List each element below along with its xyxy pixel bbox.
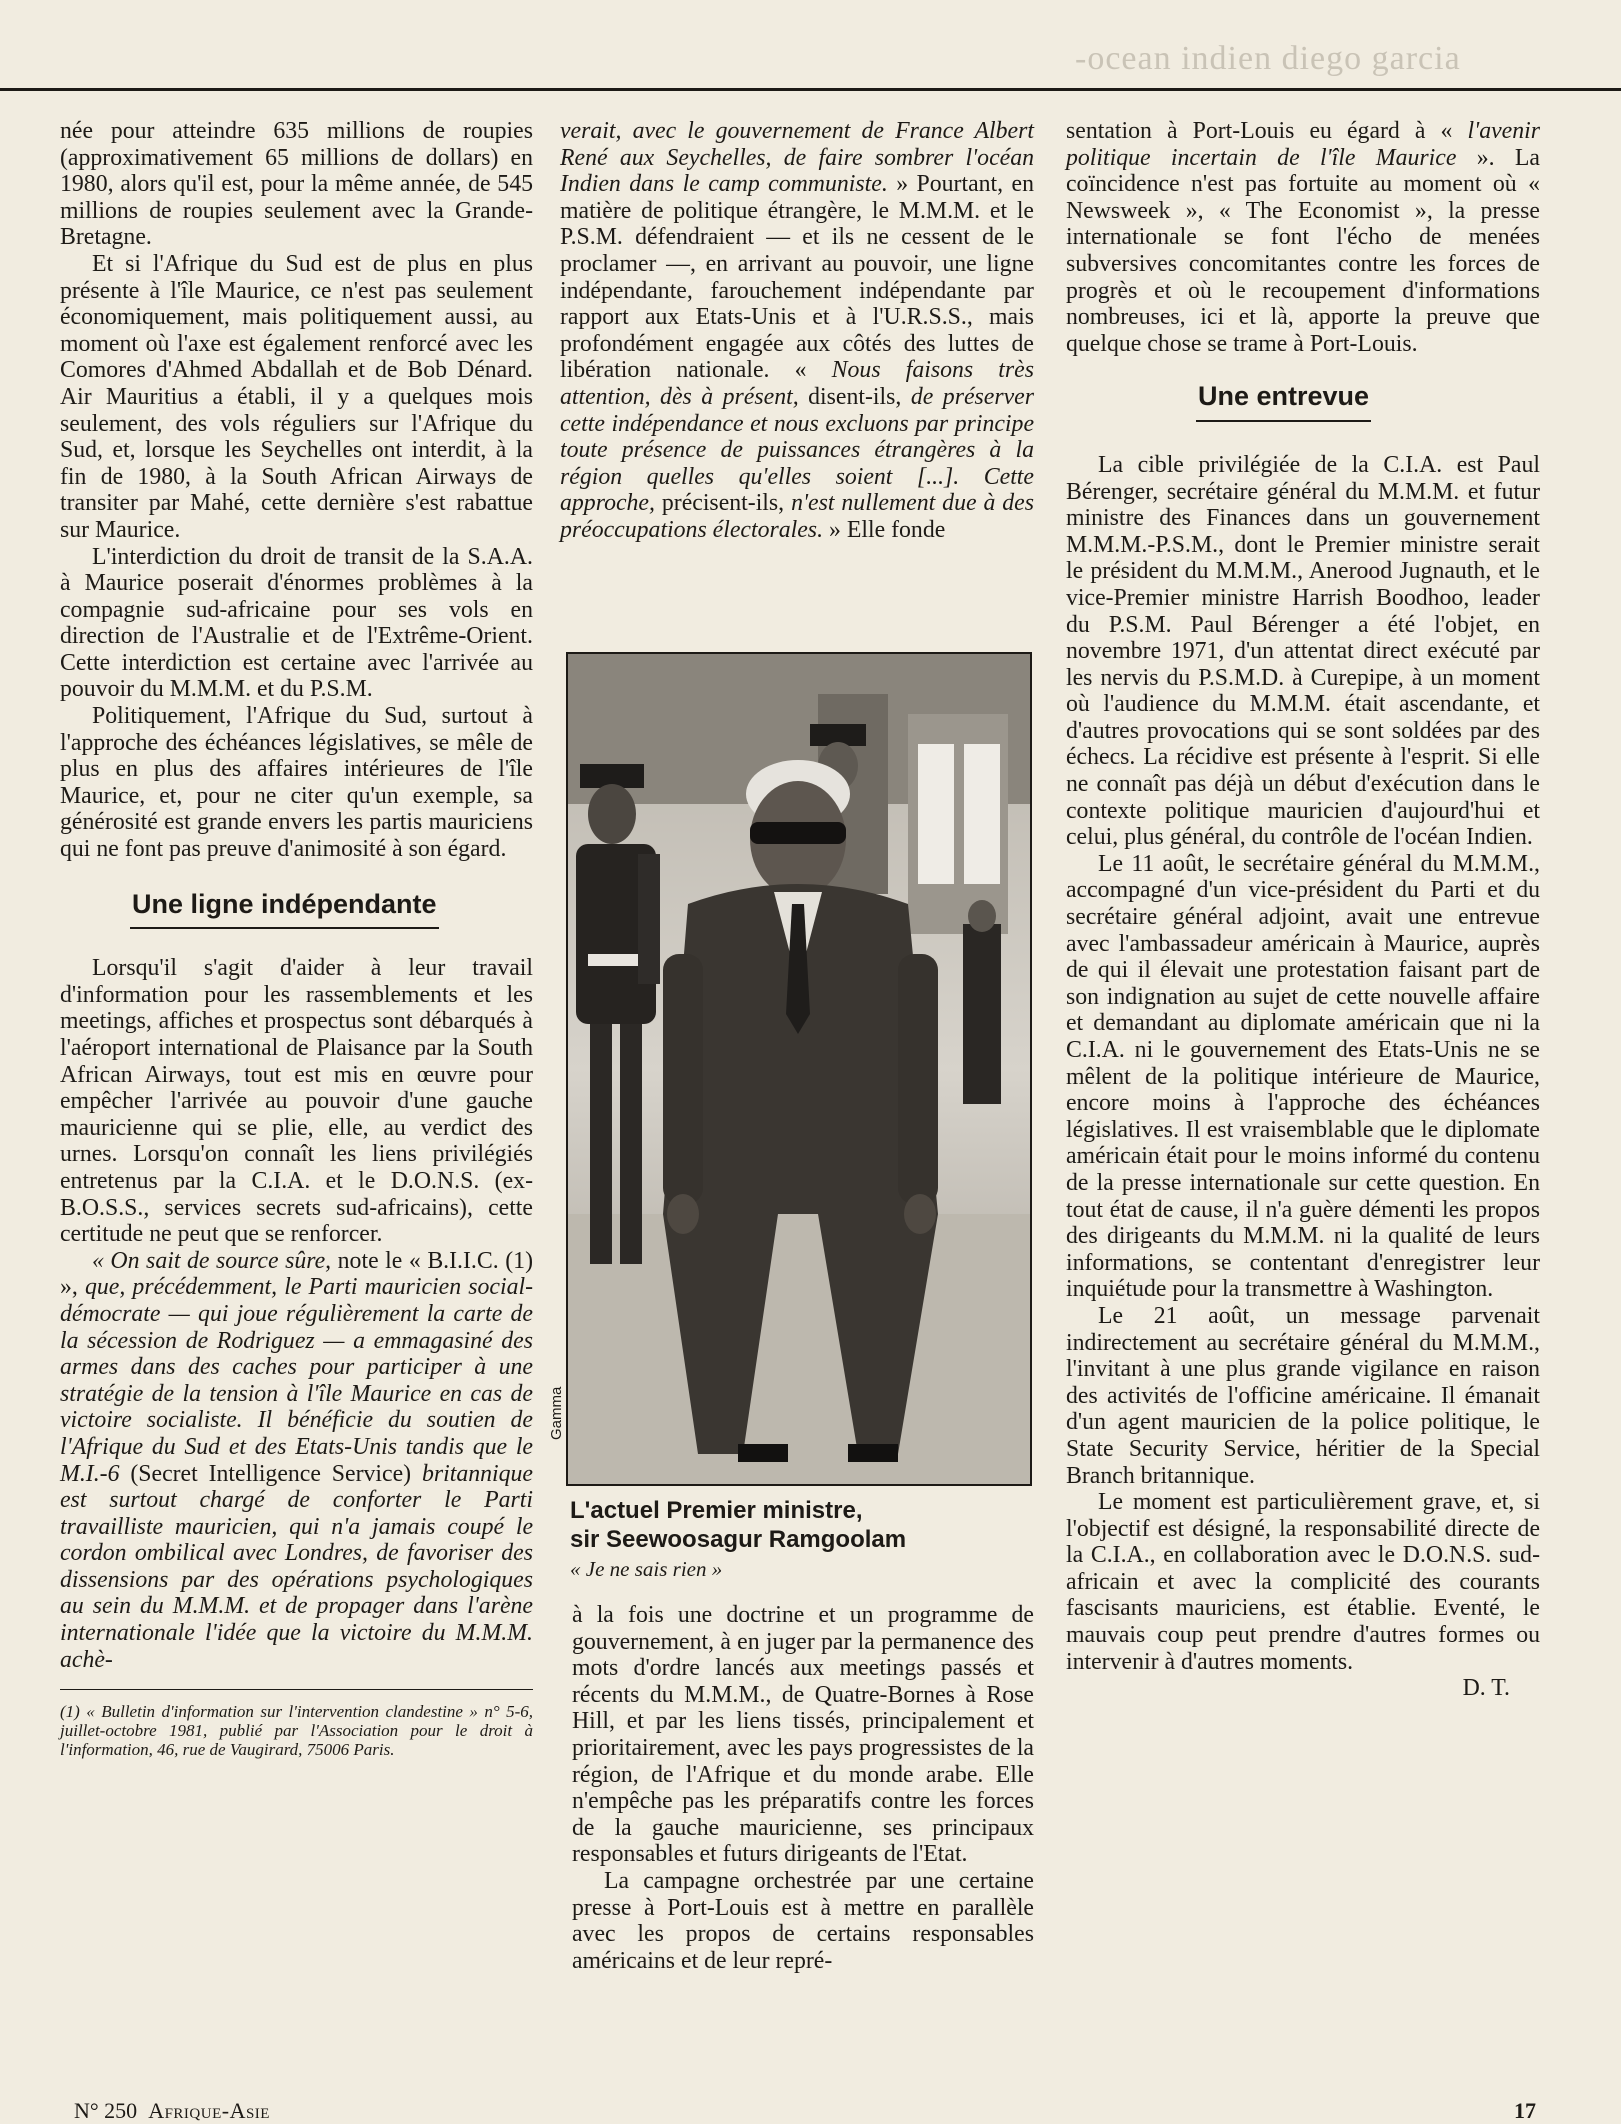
col2-paragraph <box>560 118 1034 544</box>
col1-quote-paragraph <box>60 1248 533 1674</box>
quote-fragment: de préserver cette indépendance et nous excluons par principe toute présence de puissances étrangères à la région quelles qu'elles soient [...]. Cette approche, <box>560 383 1034 517</box>
quote-fragment: « On sait de source sûre, <box>92 1247 332 1274</box>
author-signature: D. T. <box>1462 1675 1510 1702</box>
text-fragment: (Secret Intelligence Service) <box>119 1460 422 1487</box>
photo-credit: Gamma <box>548 1386 565 1440</box>
footer-issue <box>74 2098 270 2124</box>
news-photo <box>566 652 1032 1486</box>
text-fragment: ». La coïncidence n'est pas fortuite au moment où « Newsweek », « The Economist », la presse internationale se font l'écho de menées subversives concomitantes contre les forces de progrès et où le recoupement d'informations nombreuses, ici et là, apporte la preuve que quelque chose se trame à Port-Louis. <box>1066 144 1540 357</box>
col1-paragraph: L'interdiction du droit de transit de la S.A.A. à Maurice poserait d'énormes problèmes à la compagnie sud-africaine pour ses vols en direction de l'Australie et de l'Extrême-Orient. Cette interdiction est certaine avec l'arrivée au pouvoir du M.M.M. et du P.S.M. <box>60 543 533 703</box>
quote-fragment: verait, avec le gouvernement de France Albert René aux Seychelles, de faire sombrer l'océan Indien dans le camp communiste. <box>560 118 1034 198</box>
col2-paragraph: La campagne orchestrée par une certaine presse à Port-Louis est à mettre en parallèle avec les propos de certains responsables américains et de leur repré- <box>572 1867 1034 1974</box>
col3-paragraph: Le 21 août, un message parvenait indirectement au secrétaire général du M.M.M., l'invitant à une plus grande vigilance en raison des activités de l'officine américaine. Il émanait d'un agent mauricien de la police politique, le State Security Service, héritier de la Special Branch britannique. <box>1066 1302 1540 1489</box>
text-fragment: » Elle fonde <box>823 516 946 543</box>
header-rule <box>0 88 1621 91</box>
col1-paragraph: née pour atteindre 635 millions de roupies (approximativement 65 millions de dollars) en 1980, alors qu'il est, pour la même année, de 545 millions de roupies seulement avec la Grande-Bretagne. <box>60 118 533 251</box>
magazine-name: Afrique-Asie <box>148 2098 270 2123</box>
quote-fragment: britannique est surtout chargé de conforter le Parti travailliste mauricien, qui n'a jamais coupé le cordon ombilical avec Londres, de favoriser des dissensions par des opérations psychologiques au sein du M.M.M. et de propager dans l'arène internationale l'idée que la victoire du M.M.M. achè- <box>60 1460 533 1673</box>
col3-paragraph <box>1066 118 1540 357</box>
text-fragment: » Pourtant, en matière de politique étrangère, le M.M.M. et le P.S.M. défendraient — et ils ne cessent de le proclamer —, en arrivant au pouvoir, une ligne indépendante, farouchement indépendante par rapport aux Etats-Unis et à l'U.R.S.S., mais profondément engagée aux côtés des luttes de libération nationale. « <box>560 171 1034 384</box>
quote-fragment: Nous faisons très attention, dès à présent, <box>560 357 1034 410</box>
caption-quote: « Je ne sais rien » <box>570 1557 723 1581</box>
text-fragment: précisent-ils, <box>654 490 792 517</box>
column-2-bottom <box>572 1602 1034 1974</box>
col3-paragraph: La cible privilégiée de la C.I.A. est Paul Bérenger, secrétaire général du M.M.M. et futur ministre des Finances dans un gouvernement M.M.M.-P.S.M., dont le Premier ministre serait le président du M.M.M., Anerood Jugnauth, et le vice-Premier ministre Harrish Boodhoo, leader du P.S.M. Paul Bérenger a été l'objet, en novembre 1971, d'un attentat direct exécuté par les nervis du P.S.M.D. à Curepipe, à un moment où l'audience du M.M.M. était ascendante, et d'autres provocations qui se sont soldées par des échecs. La récidive est présente à l'esprit. Si elle ne connaît pas déjà un début d'exécution dans le contexte politique mauricien d'aujourd'hui et celui, plus général, du contrôle de l'océan Indien. <box>1066 451 1540 851</box>
col1-paragraph: Politiquement, l'Afrique du Sud, surtout à l'approche des échéances législatives, se mêle de plus en plus des affaires intérieures de l'île Maurice, et, pour ne citer qu'un exemple, sa générosité est grande envers les partis mauriciens qui ne font pas preuve d'animosité à son égard. <box>60 703 533 863</box>
caption-line: L'actuel Premier ministre, <box>570 1497 863 1524</box>
text-fragment: disent-ils, <box>798 383 911 410</box>
section-heading-ligne-independante: Une ligne indépendante <box>130 891 439 930</box>
col1-paragraph: Lorsqu'il s'agit d'aider à leur travail d'information pour les rassemblements et les meetings, affiches et prospectus sont débarqués à l'aéroport international de Plaisance par la South African Airways, tout est mis en œuvre pour empêcher l'arrivée au pouvoir d'une gauche mauricienne qui se plie, elle, au verdict des urnes. Lorsqu'on connaît les liens privilégiés entretenus par la C.I.A. et le D.O.N.S. (ex-B.O.S.S., services secrets sud-africains), cette certitude ne peut que se renforcer. <box>60 955 533 1248</box>
section-heading-entrevue: Une entrevue <box>1196 383 1371 422</box>
column-2-top <box>560 118 1034 544</box>
col3-paragraph: Le moment est particulièrement grave, et, si l'objectif est désigné, la responsabilité directe de la C.I.A., en collaboration avec le D.O.N.S. sud-africain et avec la complicité des courants fascisants mauriciens, est établie. Eventé, le mauvais coup peut prendre d'autres formes ou intervenir à d'autres moments. <box>1066 1489 1540 1675</box>
bleed-through-header: -ocean indien diego garcia <box>1075 40 1461 77</box>
photo-caption <box>570 1496 1030 1584</box>
col2-paragraph: à la fois une doctrine et un programme de gouvernement, à en juger par la permanence des mots d'ordre lancés aux meetings passés et récents du M.M.M., de Quatre-Bornes à Rose Hill, et par les liens tissés, principalement et prioritairement, avec les pays progressistes de la région, de l'Afrique et du monde arabe. Elle n'empêche pas les préparatifs contre les forces de la gauche mauricienne, ses principaux responsables et futurs dirigeants de l'Etat. <box>572 1602 1034 1868</box>
text-fragment: note le « B.I.I.C. (1) », <box>60 1247 533 1301</box>
column-3 <box>1066 118 1540 1702</box>
page-number: 17 <box>1514 2098 1536 2123</box>
col1-paragraph: Et si l'Afrique du Sud est de plus en plus présente à l'île Maurice, ce n'est pas seulement économiquement, mais politiquement aussi, au moment où l'axe est également renforcé avec les Comores d'Ahmed Abdallah et de Bob Dénard. Air Mauritius a établi, il y a quelques mois seulement, des vols réguliers sur l'Afrique du Sud, et, lorsque les Seychelles ont interdit, à la fin de 1980, à la South African Airways de transiter par Mahé, cette dernière s'est rabattue sur Maurice. <box>60 250 533 543</box>
quote-fragment: que, précédemment, le Parti mauricien social-démocrate — qui joue régulièrement la carte de la sécession de Rodriguez — a emmagasiné des armes dans des caches pour participer à une stratégie de la tension à l'île Maurice en cas de victoire socialiste. Il bénéficie du soutien de l'Afrique du Sud et des Etats-Unis tandis que le M.I.-6 <box>60 1274 533 1487</box>
column-1 <box>60 118 533 1759</box>
text-fragment: sentation à Port-Louis eu égard à « <box>1066 118 1468 144</box>
quote-fragment: n'est nullement due à des préoccupations électorales. <box>560 490 1034 543</box>
photo-illustration <box>568 654 1030 1484</box>
col3-paragraph: Le 11 août, le secrétaire général du M.M.M., accompagné d'un vice-président du Parti et du secrétaire général adjoint, avait une entrevue avec l'ambassadeur américain à Maurice, auprès de qui il élevait une protestation faisant part de son indignation au sujet de cette nouvelle affaire et demandant au diplomate américain que ni la C.I.A. ni le gouvernement des Etats-Unis ne se mêlent de la politique intérieure de Maurice, encore moins à l'approche des échéances législatives. Il est vraisemblable que le diplomate américain était pour le moins informé du contenu de la presse internationale sur cette question. En tout état de cause, il n'a guère démenti les propos des dirigeants du M.M.M. ni la qualité de leurs informations, se contentant d'enregistrer leur inquiétude pour la transmettre à Washington. <box>1066 850 1540 1303</box>
quote-fragment: l'avenir politique incertain de l'île Maurice <box>1066 118 1540 171</box>
footnote: (1) « Bulletin d'information sur l'intervention clandestine » n° 5-6, juillet-octobre 1981, publié par l'Association pour le droit à l'information, 46, rue de Vaugirard, 75006 Paris. <box>60 1689 533 1759</box>
caption-line: sir Seewoosagur Ramgoolam <box>570 1526 907 1553</box>
issue-number: N° 250 <box>74 2098 138 2123</box>
